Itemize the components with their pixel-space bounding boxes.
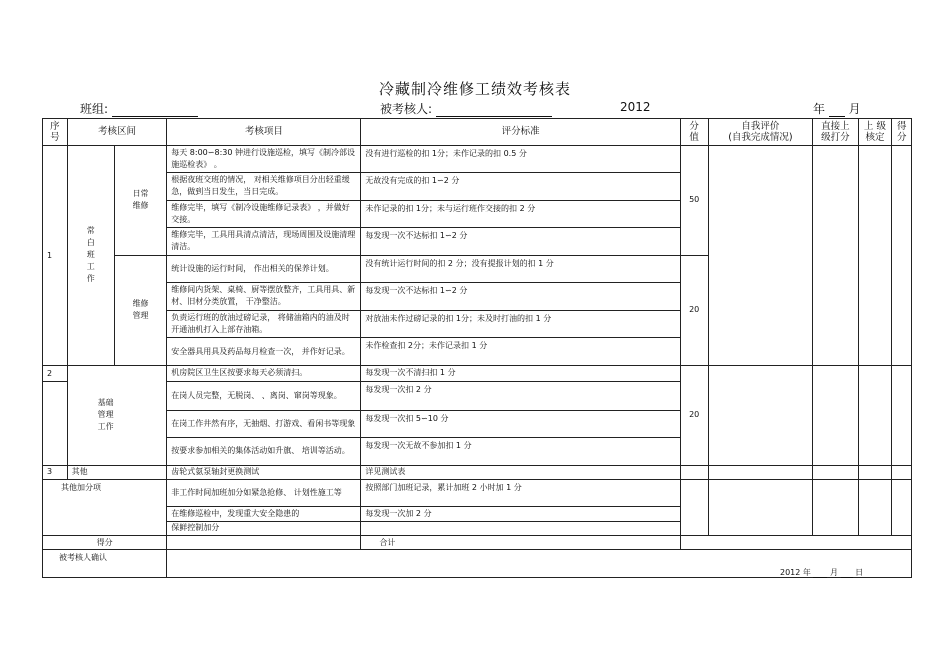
item-cell: 按要求参加相关的集体活动如升旗、 培训等活动。 — [167, 438, 361, 466]
col-upper — [858, 119, 892, 146]
standard-cell: 每发现一次不清扫扣 1 分 — [361, 365, 680, 381]
table-row — [43, 479, 912, 507]
standard-cell: 无故没有完成的扣 1∽2 分 — [361, 173, 680, 201]
standard-cell: 未作检查扣 2分；未作记录扣 1 分 — [361, 338, 680, 366]
assessment-table — [42, 118, 912, 578]
area-1-text: 常 白 班 工 作 — [86, 226, 95, 284]
seq-2-spacer — [43, 382, 68, 466]
seq-1: 1 — [43, 145, 68, 365]
footer-year: 2012 — [780, 568, 801, 577]
team-label: 班组: — [80, 102, 109, 116]
item-cell: 根据夜班交班的情况， 对相关维修项目分出轻重缓急，做到当日发生，当日完成。 — [167, 173, 361, 201]
team-blank[interactable] — [112, 104, 198, 117]
extra-label: 其他加分项 — [43, 479, 167, 535]
col-score — [892, 119, 912, 146]
standard-cell: 详见测试表 — [361, 465, 680, 479]
col-standard: 评分标准 — [361, 119, 680, 146]
standard-cell: 每发现一次扣 5∽10 分 — [361, 410, 680, 438]
upper-cell[interactable] — [858, 145, 892, 365]
subarea-daily-text: 日常 维修 — [132, 189, 149, 211]
col-self-eval — [708, 119, 813, 146]
standard-cell: 未作记录的扣 1分；未与运行班作交接的扣 2 分 — [361, 200, 680, 228]
assessee-label: 被考核人: — [380, 102, 433, 116]
col-supervisor — [813, 119, 858, 146]
item-cell: 每天 8:00∽8:30 钟进行设施巡检，填写《制冷部设施巡检表》 。 — [167, 145, 361, 173]
standard-cell: 没有统计运行时间的扣 2 分；没有提报计划的扣 1 分 — [361, 255, 680, 283]
col-seq-text: 序 号 — [50, 120, 60, 143]
score-cell[interactable] — [892, 145, 912, 365]
standard-cell: 对放油未作过磅记录的扣 1分；未及时打油的扣 1 分 — [361, 310, 680, 338]
col-score-text: 得 分 — [896, 120, 907, 143]
footer-day-blank[interactable] — [841, 568, 853, 578]
supervisor-cell[interactable] — [813, 479, 858, 535]
item-cell: 齿轮式氨泵轴封更换测试 — [167, 465, 361, 479]
area-2 — [67, 365, 167, 465]
team-field — [80, 100, 198, 117]
points-cell — [680, 465, 708, 479]
points-daily: 50 — [680, 145, 708, 255]
total-cell: 合计 — [361, 536, 680, 550]
col-supervisor-text: 直接上 级打分 — [821, 120, 850, 143]
standard-cell: 没有进行巡检的扣 1分；未作记录的扣 0.5 分 — [361, 145, 680, 173]
item-cell: 保鲜控制加分 — [167, 521, 361, 535]
score-label: 得分 — [43, 536, 167, 550]
standard-cell — [361, 521, 680, 535]
confirm-label: 被考核人确认 — [43, 550, 167, 578]
footer-date — [780, 567, 863, 578]
score-cell[interactable] — [892, 465, 912, 479]
seq-2: 2 — [43, 365, 68, 381]
standard-cell: 每发现一次不达标扣 1∽2 分 — [361, 228, 680, 256]
header-year: 2012 — [620, 100, 651, 114]
item-cell: 维修完毕，填写《制冷设施维修记录表》 ，并做好交接。 — [167, 200, 361, 228]
item-cell: 在岗工作井然有序，无抽烟、打游戏、看闲书等现象 — [167, 410, 361, 438]
col-seq — [43, 119, 68, 146]
header-month-blank[interactable] — [829, 104, 845, 117]
item-cell: 机房院区卫生区按要求每天必须清扫。 — [167, 365, 361, 381]
table-row — [43, 465, 912, 479]
item-cell: 维修完毕，工具用具清点清洁，现场周围及设施清理清洁。 — [167, 228, 361, 256]
score-cell[interactable] — [892, 479, 912, 535]
item-cell: 统计设施的运行时间， 作出相关的保养计划。 — [167, 255, 361, 283]
self-eval-cell[interactable] — [708, 465, 813, 479]
total-value[interactable] — [680, 536, 911, 550]
footer-year-char: 年 — [802, 568, 811, 577]
item-cell: 在维修巡检中，发现重大安全隐患的 — [167, 507, 361, 521]
item-cell: 在岗人员完整，无脱岗、 、离岗、窜岗等现象。 — [167, 382, 361, 411]
supervisor-cell[interactable] — [813, 365, 858, 465]
col-item: 考核项目 — [167, 119, 361, 146]
area-2-text: 基础 管理 工作 — [97, 398, 114, 432]
supervisor-cell[interactable] — [813, 145, 858, 365]
col-area: 考核区间 — [67, 119, 167, 146]
standard-cell: 每发现一次不达标扣 1∽2 分 — [361, 283, 680, 311]
standard-cell: 每发现一次扣 2 分 — [361, 382, 680, 411]
col-points-text: 分 值 — [689, 120, 699, 143]
subarea-maintain — [114, 255, 166, 365]
item-cell: 非工作时间加班加分如紧急抢修、 计划性施工等 — [167, 479, 361, 507]
upper-cell[interactable] — [858, 465, 892, 479]
score-cell[interactable] — [892, 365, 912, 465]
self-eval-cell[interactable] — [708, 365, 813, 465]
seq-3: 3 — [43, 465, 68, 479]
standard-cell: 每发现一次加 2 分 — [361, 507, 680, 521]
item-cell: 维修间内货架、桌椅、厨等摆放整齐，工具用具、新材、旧材分类放置， 干净整洁。 — [167, 283, 361, 311]
assessee-blank[interactable] — [436, 104, 552, 117]
footer-month-char: 月 — [830, 568, 838, 577]
score-row — [43, 536, 912, 550]
assessee-field — [380, 100, 552, 117]
page-title: 冷藏制冷维修工绩效考核表 — [378, 80, 571, 98]
standard-cell: 每发现一次无故不参加扣 1 分 — [361, 438, 680, 466]
self-eval-cell[interactable] — [708, 479, 813, 535]
area-1 — [67, 145, 114, 365]
header-year-char: 年 — [813, 102, 826, 116]
area-3: 其他 — [67, 465, 167, 479]
subarea-daily — [114, 145, 166, 255]
col-upper-text: 上 级 核定 — [863, 120, 886, 143]
col-self-eval-text: 自我评价 (自我完成情况) — [728, 120, 793, 143]
table-header-row — [43, 119, 912, 146]
col-points — [680, 119, 708, 146]
points-cell — [680, 479, 708, 535]
header-date — [813, 100, 861, 117]
points-maintain: 20 — [680, 255, 708, 365]
footer-day-char: 日 — [855, 568, 864, 577]
points-basic: 20 — [680, 365, 708, 465]
item-cell: 安全器具用具及药品每月检查一次， 并作好记录。 — [167, 338, 361, 366]
standard-cell: 按照部门加班记录，累计加班 2 小时加 1 分 — [361, 479, 680, 507]
supervisor-cell[interactable] — [813, 465, 858, 479]
upper-cell[interactable] — [858, 479, 892, 535]
footer-month-blank[interactable] — [813, 568, 827, 578]
score-blank[interactable] — [167, 536, 361, 550]
self-eval-cell[interactable] — [708, 145, 813, 365]
upper-cell[interactable] — [858, 365, 892, 465]
table-row — [43, 365, 912, 381]
item-cell: 负责运行班的放油过磅记录， 将储油箱内的油及时开通油机打入上部存油箱。 — [167, 310, 361, 338]
header-month-char: 月 — [848, 102, 861, 116]
table-row — [43, 145, 912, 173]
subarea-maintain-text: 维修 管理 — [132, 299, 149, 321]
